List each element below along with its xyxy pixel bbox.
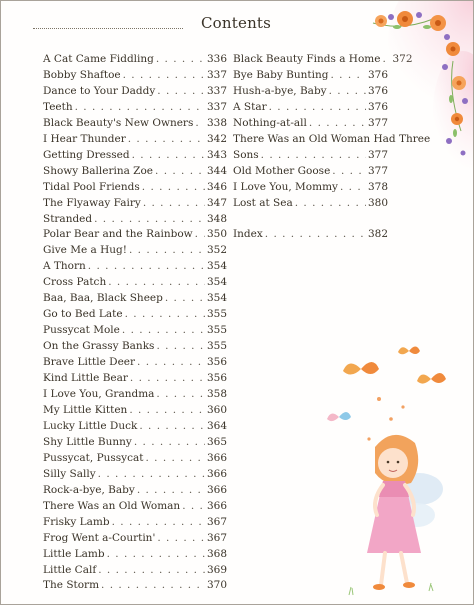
entry-title: A Star	[233, 100, 267, 113]
contents-entry	[43, 419, 227, 435]
contents-entry	[43, 547, 227, 563]
entry-page-number: 377	[367, 148, 388, 161]
entry-page-number: 366	[206, 467, 227, 480]
dot-leader	[94, 212, 205, 228]
entry-title: Index	[233, 228, 263, 241]
contents-entry	[43, 84, 227, 100]
dot-leader	[265, 227, 366, 243]
entry-title: On the Grassy Banks	[43, 340, 155, 353]
entry-page-number: 343	[206, 148, 227, 161]
entry-page-number: 354	[206, 260, 227, 273]
entry-page-number: 380	[367, 196, 388, 209]
contents-entry	[43, 100, 227, 116]
entry-page-number: 376	[367, 100, 388, 113]
dotted-rule	[33, 28, 183, 29]
contents-entry	[43, 563, 227, 579]
entry-title: There Was an Old Woman	[43, 499, 181, 512]
entry-title: Bye Baby Bunting	[233, 68, 329, 81]
page-title: Contents	[201, 14, 272, 32]
entry-page-number: 364	[206, 419, 227, 432]
contents-entry	[43, 531, 227, 547]
contents-entry	[43, 371, 227, 387]
entry-page-number: 342	[206, 132, 227, 145]
entry-page-number: 377	[367, 164, 388, 177]
entry-page-number: 354	[206, 276, 227, 289]
entry-title: I Love You, Grandma	[43, 388, 155, 401]
contents-entry	[43, 403, 227, 419]
entry-title: Stranded	[43, 212, 93, 225]
entry-page-number: 356	[206, 356, 227, 369]
dot-leader	[295, 196, 366, 212]
entry-page-number: 366	[206, 499, 227, 512]
contents-entry	[43, 227, 227, 243]
dot-leader	[98, 563, 205, 579]
entry-title: Black Beauty's New Owners	[43, 116, 194, 129]
entry-title: My Little Kitten	[43, 403, 128, 416]
entry-title: Silly Sally	[43, 467, 96, 480]
dot-leader	[157, 84, 205, 100]
dot-leader	[101, 578, 205, 594]
entry-page-number: 377	[367, 116, 388, 129]
entry-title: Frisky Lamb	[43, 515, 110, 528]
entry-title: The Flyaway Fairy	[43, 196, 141, 209]
contents-entry	[43, 52, 227, 68]
contents-entry	[43, 499, 227, 515]
dot-leader	[137, 483, 205, 499]
contents-entry	[43, 339, 227, 355]
contents-entry	[43, 132, 227, 148]
flower-decoration	[353, 1, 473, 171]
entry-title: Pussycat, Pussycat	[43, 451, 144, 464]
entry-title: Lucky Little Duck	[43, 419, 138, 432]
entry-title: Showy Ballerina Zoe	[43, 164, 154, 177]
contents-entry	[43, 164, 227, 180]
entry-page-number: 337	[206, 84, 227, 97]
entry-title: Kind Little Bear	[43, 372, 128, 385]
entry-title: Little Calf	[43, 563, 97, 576]
dot-leader	[340, 180, 366, 196]
contents-entry	[43, 196, 227, 212]
entry-title: Bobby Shaftoe	[43, 68, 121, 81]
entry-page-number: 355	[206, 308, 227, 321]
dot-leader	[142, 180, 205, 196]
dot-leader	[108, 275, 205, 291]
entry-page-number: 378	[367, 180, 388, 193]
dot-leader	[132, 148, 205, 164]
dot-leader	[139, 419, 205, 435]
entry-title: Pussycat Mole	[43, 324, 120, 337]
entry-page-number: 336	[206, 53, 227, 65]
contents-entry	[43, 387, 227, 403]
entry-title: A Cat Came Fiddling	[43, 53, 154, 65]
dot-leader	[130, 371, 205, 387]
dot-leader	[145, 451, 204, 467]
dot-leader	[88, 259, 205, 275]
entry-title: Black Beauty Finds a Home	[233, 53, 381, 65]
dot-leader	[156, 387, 205, 403]
entry-title: Polar Bear and the Rainbow	[43, 228, 193, 241]
entry-page-number: 370	[206, 579, 227, 592]
contents-column-left	[43, 52, 227, 594]
entry-page-number: 369	[206, 563, 227, 576]
contents-entry	[43, 435, 227, 451]
contents-entry	[43, 148, 227, 164]
dot-leader	[269, 100, 366, 116]
dot-leader	[143, 196, 205, 212]
entry-page-number: 344	[206, 164, 227, 177]
entry-page-number: 356	[206, 372, 227, 385]
contents-entry	[43, 355, 227, 371]
dot-leader	[112, 515, 205, 531]
entry-title: I Love You, Mommy	[233, 180, 338, 193]
contents-entry	[233, 227, 388, 243]
entry-page-number: 376	[367, 68, 388, 81]
dot-leader	[125, 307, 205, 323]
entry-page-number: 338	[206, 116, 227, 129]
entry-page-number: 348	[206, 212, 227, 225]
fairy-illustration	[319, 339, 469, 601]
entry-page-number: 367	[206, 515, 227, 528]
dot-leader	[98, 467, 205, 483]
dot-leader	[157, 531, 205, 547]
butterfly-icon	[327, 347, 446, 422]
entry-title: Hush-a-bye, Baby	[233, 84, 327, 97]
contents-entry	[233, 196, 388, 212]
dot-leader	[156, 52, 205, 68]
dot-leader	[195, 227, 205, 243]
entry-page-number: 366	[206, 483, 227, 496]
entry-page-number: 355	[206, 324, 227, 337]
entry-page-number: 350	[206, 228, 227, 241]
dot-leader	[128, 132, 205, 148]
entry-page-number: 368	[206, 547, 227, 560]
contents-entry	[43, 212, 227, 228]
entry-page-number: 346	[206, 180, 227, 193]
contents-entry	[43, 323, 227, 339]
contents-entry	[43, 116, 227, 132]
entry-title: Rock-a-bye, Baby	[43, 483, 135, 496]
contents-gap	[233, 212, 388, 228]
dot-leader	[123, 68, 205, 84]
contents-entry	[43, 515, 227, 531]
entry-title: I Hear Thunder	[43, 132, 126, 145]
dot-leader	[195, 116, 205, 132]
contents-entry	[233, 180, 388, 196]
entry-page-number: 337	[206, 100, 227, 113]
entry-title: There Was an Old Woman Had Three	[233, 132, 431, 145]
dot-leader	[261, 148, 366, 164]
contents-entry	[43, 68, 227, 84]
entry-page-number: 360	[206, 403, 227, 416]
entry-page-number: 358	[206, 388, 227, 401]
entry-title: Old Mother Goose	[233, 164, 331, 177]
entry-title: Baa, Baa, Black Sheep	[43, 292, 163, 305]
contents-entry	[43, 259, 227, 275]
entry-page-number: 365	[206, 435, 227, 448]
entry-page-number: 366	[206, 451, 227, 464]
contents-entry	[43, 307, 227, 323]
dot-leader	[156, 339, 205, 355]
entry-title: Shy Little Bunny	[43, 435, 132, 448]
dot-leader	[129, 403, 205, 419]
entry-title: Teeth	[43, 100, 73, 113]
dot-leader	[137, 355, 205, 371]
entry-title: Little Lamb	[43, 547, 105, 560]
contents-entry	[43, 243, 227, 259]
contents-entry	[43, 275, 227, 291]
contents-entry	[43, 291, 227, 307]
entry-title: Sons	[233, 148, 259, 161]
entry-title: Tidal Pool Friends	[43, 180, 140, 193]
dot-leader	[165, 291, 205, 307]
entry-page-number: 355	[206, 340, 227, 353]
entry-title: Brave Little Deer	[43, 356, 136, 369]
entry-page-number: 382	[367, 228, 388, 241]
entry-page-number: 376	[367, 84, 388, 97]
entry-page-number: 352	[206, 244, 227, 257]
entry-title: Lost at Sea	[233, 196, 293, 209]
contents-entry	[43, 578, 227, 594]
entry-page-number: 347	[206, 196, 227, 209]
entry-page-number: 337	[206, 68, 227, 81]
entry-title: Give Me a Hug!	[43, 244, 127, 257]
entry-title: A Thorn	[43, 260, 86, 273]
contents-entry	[43, 467, 227, 483]
dot-leader	[155, 164, 205, 180]
dot-leader	[75, 100, 205, 116]
contents-entry	[43, 483, 227, 499]
entry-page-number: 354	[206, 292, 227, 305]
entry-title: Frog Went a-Courtin'	[43, 531, 156, 544]
dot-leader	[182, 499, 205, 515]
contents-entry	[43, 180, 227, 196]
entry-title: Nothing-at-all	[233, 116, 307, 129]
entry-title: Go to Bed Late	[43, 308, 123, 321]
entry-title: The Storm	[43, 579, 100, 592]
contents-header	[31, 14, 321, 36]
entry-title: Cross Patch	[43, 276, 107, 289]
dot-leader	[129, 243, 205, 259]
entry-title: Getting Dressed	[43, 148, 130, 161]
contents-entry	[43, 451, 227, 467]
dot-leader	[122, 323, 205, 339]
dot-leader	[107, 547, 205, 563]
entry-page-number: 367	[206, 531, 227, 544]
entry-title: Dance to Your Daddy	[43, 84, 156, 97]
dot-leader	[134, 435, 205, 451]
